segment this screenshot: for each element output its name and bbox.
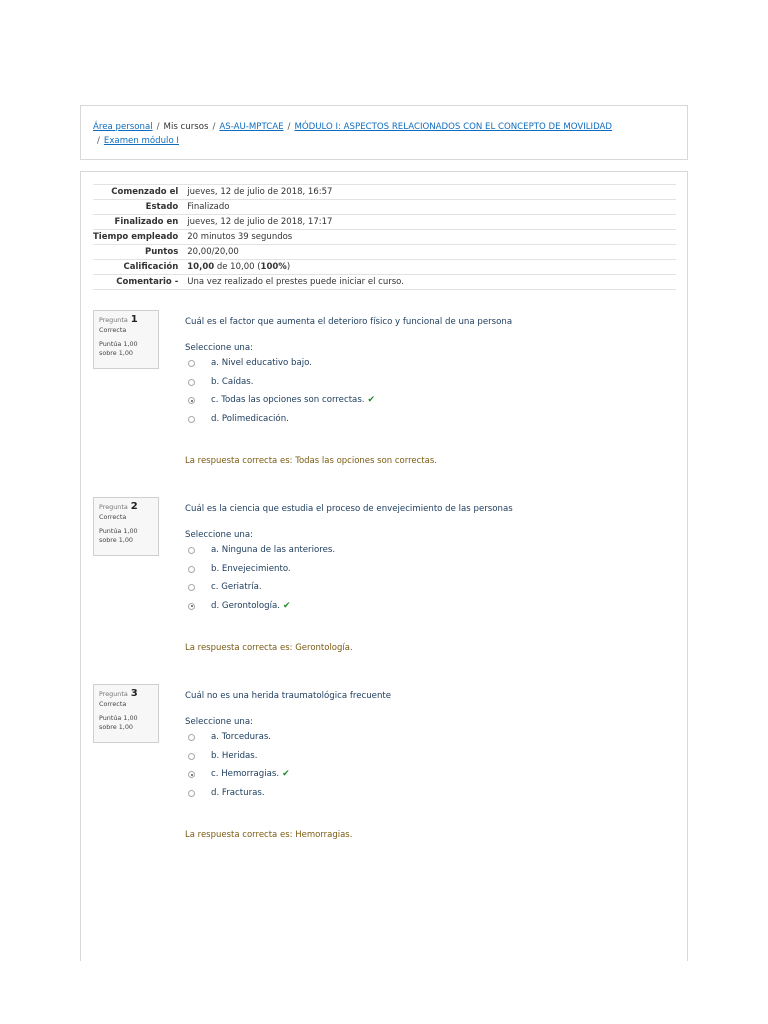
summary-row — [93, 245, 676, 260]
breadcrumb-separator: / — [156, 122, 160, 132]
question-marks: Puntúa 1,00 sobre 1,00 — [99, 527, 138, 544]
radio-button[interactable] — [188, 416, 195, 423]
summary-label: Comenzado el — [111, 187, 179, 197]
summary-value: Finalizado — [187, 202, 230, 212]
radio-button[interactable] — [188, 397, 195, 404]
summary-label: Calificación — [123, 262, 179, 272]
question-label: Pregunta — [99, 316, 128, 324]
summary-value: Una vez realizado el prestes puede iniciar el curso. — [187, 277, 404, 287]
correct-answer-feedback: La respuesta correcta es: Hemorragias. — [185, 830, 353, 840]
answer-label: a. Torceduras. — [211, 732, 272, 742]
check-icon: ✔ — [282, 769, 290, 779]
quiz-review-panel — [80, 171, 688, 961]
answer-label: c. Hemorragias. ✔ — [211, 769, 290, 779]
summary-value: jueves, 12 de julio de 2018, 16:57 — [187, 187, 333, 197]
summary-label: Tiempo empleado — [93, 232, 179, 242]
summary-label: Estado — [145, 202, 179, 212]
correct-answer-feedback: La respuesta correcta es: Gerontología. — [185, 643, 353, 653]
question-number: 3 — [130, 688, 138, 699]
summary-row — [93, 275, 676, 290]
summary-value: 20,00/20,00 — [187, 247, 239, 257]
summary-row — [93, 185, 676, 200]
question-info-box — [93, 310, 159, 369]
summary-row — [93, 200, 676, 215]
answer-label: c. Todas las opciones son correctas. ✔ — [211, 395, 376, 405]
summary-row — [93, 260, 676, 275]
question-number: 1 — [130, 314, 138, 325]
check-icon: ✔ — [367, 395, 376, 405]
answer-label: d. Polimedicación. — [211, 413, 289, 424]
answer-label: a. Ninguna de las anteriores. — [211, 545, 336, 555]
question-info-box — [93, 684, 159, 743]
breadcrumb-separator: / — [287, 122, 291, 132]
question-state: Correcta — [99, 326, 127, 334]
radio-button[interactable] — [188, 360, 195, 367]
summary-row — [93, 215, 676, 230]
question-text: Cuál es el factor que aumenta el deterioro físico y funcional de una persona — [185, 317, 513, 327]
breadcrumb-separator: / — [97, 136, 100, 146]
breadcrumb — [80, 105, 688, 160]
question-2 — [93, 497, 676, 672]
check-icon: ✔ — [283, 600, 291, 611]
summary-label: Puntos — [144, 247, 179, 257]
answer-label: a. Nivel educativo bajo. — [211, 358, 312, 368]
question-info-box — [93, 497, 159, 556]
breadcrumb-link-course[interactable]: AS-AU-MPTCAE — [219, 122, 284, 132]
radio-button[interactable] — [188, 790, 195, 797]
question-text: Cuál es la ciencia que estudia el proceso de envejecimiento de las personas — [185, 504, 513, 514]
correct-answer-feedback: La respuesta correcta es: Todas las opciones son correctas. — [185, 456, 437, 466]
summary-value: 20 minutos 39 segundos — [187, 232, 293, 242]
radio-button[interactable] — [188, 566, 195, 573]
summary-value: jueves, 12 de julio de 2018, 17:17 — [187, 217, 333, 227]
summary-label: Comentario - — [116, 277, 179, 287]
question-1 — [93, 310, 676, 485]
answer-label: d. Gerontología. ✔ — [211, 600, 291, 611]
answer-label: c. Geriatría. — [211, 582, 262, 592]
attempt-summary-table — [93, 184, 676, 290]
answer-label: b. Envejecimiento. — [211, 563, 291, 574]
radio-button[interactable] — [188, 603, 195, 610]
question-state: Correcta — [99, 700, 127, 708]
breadcrumb-link-module[interactable]: MÓDULO I: ASPECTOS RELACIONADOS CON EL CONCEPTO DE MOVILIDAD — [294, 122, 613, 132]
question-3 — [93, 684, 676, 859]
question-state: Correcta — [99, 513, 127, 521]
answer-prompt: Seleccione una: — [185, 530, 254, 540]
radio-button[interactable] — [188, 734, 195, 741]
answer-label: d. Fracturas. — [211, 787, 265, 798]
radio-button[interactable] — [188, 584, 195, 591]
grade-value: 10,00 de 10,00 (100%) — [187, 262, 291, 272]
breadcrumb-separator: / — [212, 122, 216, 132]
radio-button[interactable] — [188, 379, 195, 386]
question-label: Pregunta — [99, 690, 128, 698]
radio-button[interactable] — [188, 771, 195, 778]
question-label: Pregunta — [99, 503, 128, 511]
breadcrumb-link-exam[interactable]: Examen módulo I — [103, 136, 179, 146]
breadcrumb-link-area-personal[interactable]: Área personal — [93, 122, 153, 132]
answer-prompt: Seleccione una: — [185, 343, 254, 353]
radio-button[interactable] — [188, 547, 195, 554]
question-text: Cuál no es una herida traumatológica frecuente — [185, 691, 392, 701]
summary-label: Finalizado en — [114, 217, 179, 227]
question-marks: Puntúa 1,00 sobre 1,00 — [99, 340, 138, 357]
answer-label: b. Caídas. — [211, 376, 254, 387]
answer-label: b. Heridas. — [211, 750, 258, 761]
question-marks: Puntúa 1,00 sobre 1,00 — [99, 714, 138, 731]
summary-row — [93, 230, 676, 245]
question-number: 2 — [130, 501, 138, 512]
radio-button[interactable] — [188, 753, 195, 760]
answer-prompt: Seleccione una: — [185, 717, 254, 727]
breadcrumb-item-mis-cursos: Mis cursos — [163, 122, 209, 132]
